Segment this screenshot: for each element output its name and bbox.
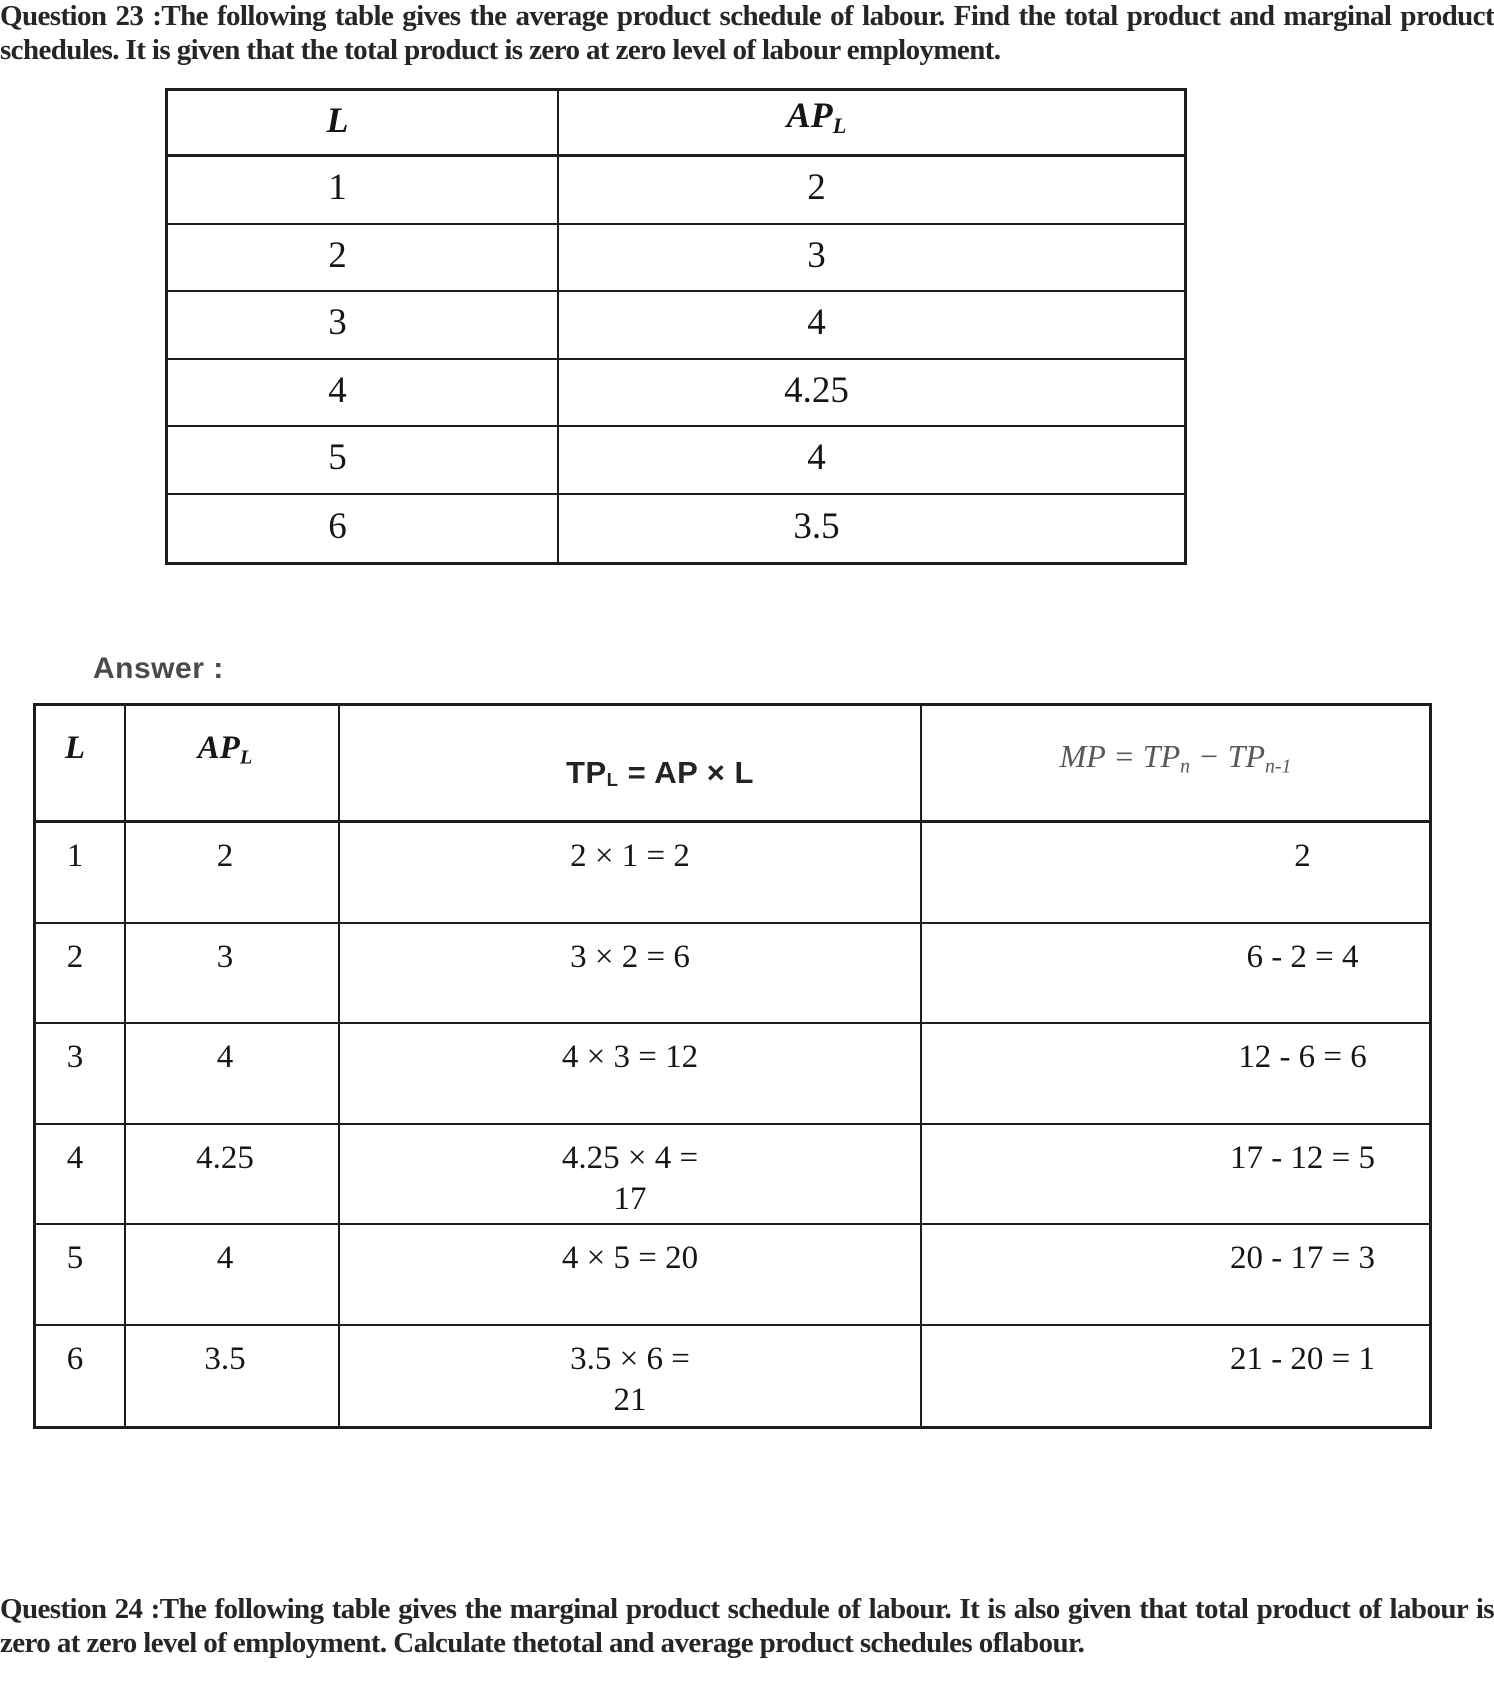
cell-l — [36, 1024, 126, 1125]
value-ap: 4.25 — [196, 1139, 254, 1176]
cell-ap — [559, 495, 1184, 563]
value-l: 5 — [66, 1240, 84, 1276]
cell-tp — [340, 1024, 922, 1125]
tp-line1: 4 × 5 = 20 — [561, 1240, 699, 1276]
cell-l — [168, 157, 559, 225]
value-l: 4 — [328, 369, 347, 411]
cell-mp — [922, 1326, 1429, 1427]
solution-table — [33, 703, 1432, 1429]
answer-label: Answer : — [93, 652, 224, 685]
cell-ap — [126, 823, 340, 924]
tp-subscript: L — [606, 768, 619, 790]
cell-mp — [922, 1024, 1429, 1125]
tp-line1: 2 × 1 = 2 — [570, 838, 690, 874]
value-l: 5 — [328, 437, 347, 479]
tp-equation: = AP × L — [618, 755, 754, 790]
cell-l — [36, 924, 126, 1025]
cell-l — [36, 1326, 126, 1427]
tp-line2: 21 — [613, 1381, 647, 1418]
tp-line1: 4.25 × 4 = — [561, 1139, 699, 1176]
value-mp: 12 - 6 = 6 — [1238, 1039, 1367, 1075]
value-tp — [562, 1138, 698, 1220]
cell-tp — [340, 924, 922, 1025]
cell-ap — [559, 157, 1184, 225]
value-tp — [570, 1339, 690, 1421]
cell-ap — [126, 1024, 340, 1125]
cell-l — [36, 823, 126, 924]
value-ap: 3 — [807, 234, 826, 276]
value-ap: 4.25 — [784, 369, 849, 411]
tp-formula — [566, 752, 754, 800]
tp-base: TP — [566, 755, 607, 790]
value-mp: 2 — [1294, 838, 1311, 874]
ap-subscript: L — [239, 746, 253, 769]
cell-ap — [559, 427, 1184, 495]
value-mp: 6 - 2 = 4 — [1246, 938, 1359, 975]
cell-ap — [559, 360, 1184, 428]
value-ap: 2 — [807, 167, 826, 209]
cell-ap — [126, 1225, 340, 1326]
ap-base: AP — [786, 94, 833, 135]
cell-ap — [126, 924, 340, 1025]
value-ap: 3 — [216, 938, 234, 975]
given-table-header-l — [168, 91, 559, 157]
tp-line1: 4 × 3 = 12 — [561, 1039, 699, 1075]
tp-line1: 3 × 2 = 6 — [570, 938, 690, 975]
value-l: 1 — [328, 167, 347, 209]
mp-subscript-n: n — [1180, 755, 1191, 778]
value-ap: 4 — [216, 1240, 234, 1276]
cell-ap — [126, 1125, 340, 1226]
given-table — [165, 88, 1187, 565]
mp-part2: − TP — [1190, 738, 1265, 774]
header-l-label: L — [64, 730, 86, 766]
value-tp — [570, 836, 690, 877]
tp-line1: 3.5 × 6 = — [570, 1340, 690, 1377]
ap-subscript: L — [832, 113, 847, 139]
cell-l — [168, 427, 559, 495]
value-tp — [562, 1238, 698, 1279]
header-ap-label — [198, 728, 253, 779]
cell-mp — [922, 924, 1429, 1025]
value-l: 3 — [66, 1039, 84, 1075]
value-l: 2 — [66, 938, 84, 975]
cell-l — [36, 1125, 126, 1226]
mp-part1: MP = TP — [1059, 738, 1181, 774]
solution-header-ap — [126, 706, 340, 823]
cell-tp — [340, 1125, 922, 1226]
value-tp — [562, 1037, 698, 1078]
value-mp: 21 - 20 = 1 — [1229, 1340, 1376, 1377]
value-l: 1 — [66, 838, 84, 874]
cell-mp — [922, 1225, 1429, 1326]
mp-subscript-n-1: n-1 — [1264, 755, 1292, 778]
header-ap-label — [787, 95, 847, 146]
value-l: 6 — [328, 505, 347, 547]
cell-ap — [126, 1326, 340, 1427]
value-ap: 4 — [216, 1039, 234, 1075]
cell-ap — [559, 225, 1184, 293]
value-ap: 2 — [216, 838, 234, 874]
question-23-paragraph: Question 23 :The following table gives the average product schedule of labour. Find the total product and marginal product schedules. It is given that the total product is zero at zero level of labour employment. — [0, 0, 1494, 66]
value-l: 2 — [328, 234, 347, 276]
cell-mp — [922, 1125, 1429, 1226]
value-ap: 3.5 — [204, 1340, 246, 1377]
value-ap: 3.5 — [793, 505, 840, 547]
cell-l — [168, 360, 559, 428]
header-l-label: L — [326, 100, 349, 140]
value-ap: 4 — [807, 437, 826, 479]
value-mp: 20 - 17 = 3 — [1229, 1240, 1376, 1276]
given-table-header-ap — [559, 91, 1184, 157]
cell-tp — [340, 823, 922, 924]
cell-ap — [559, 292, 1184, 360]
cell-tp — [340, 1225, 922, 1326]
mp-formula — [1060, 736, 1292, 788]
solution-header-l — [36, 706, 126, 823]
value-tp — [570, 937, 690, 978]
value-l: 3 — [328, 302, 347, 344]
value-mp: 17 - 12 = 5 — [1229, 1139, 1376, 1176]
solution-header-tp-formula — [340, 706, 922, 823]
cell-l — [36, 1225, 126, 1326]
cell-l — [168, 225, 559, 293]
solution-header-mp-formula — [922, 706, 1429, 823]
ap-base: AP — [197, 730, 240, 766]
value-l: 6 — [66, 1340, 84, 1377]
value-ap: 4 — [807, 302, 826, 344]
tp-line2: 17 — [613, 1180, 647, 1217]
question-24-paragraph: Question 24 :The following table gives the marginal product schedule of labour. It is also given that total product of labour is zero at zero level of employment. Calculate thetotal and average product schedules oflabour. — [0, 1593, 1494, 1659]
cell-tp — [340, 1326, 922, 1427]
cell-mp — [922, 823, 1429, 924]
value-l: 4 — [66, 1139, 84, 1176]
cell-l — [168, 292, 559, 360]
cell-l — [168, 495, 559, 563]
